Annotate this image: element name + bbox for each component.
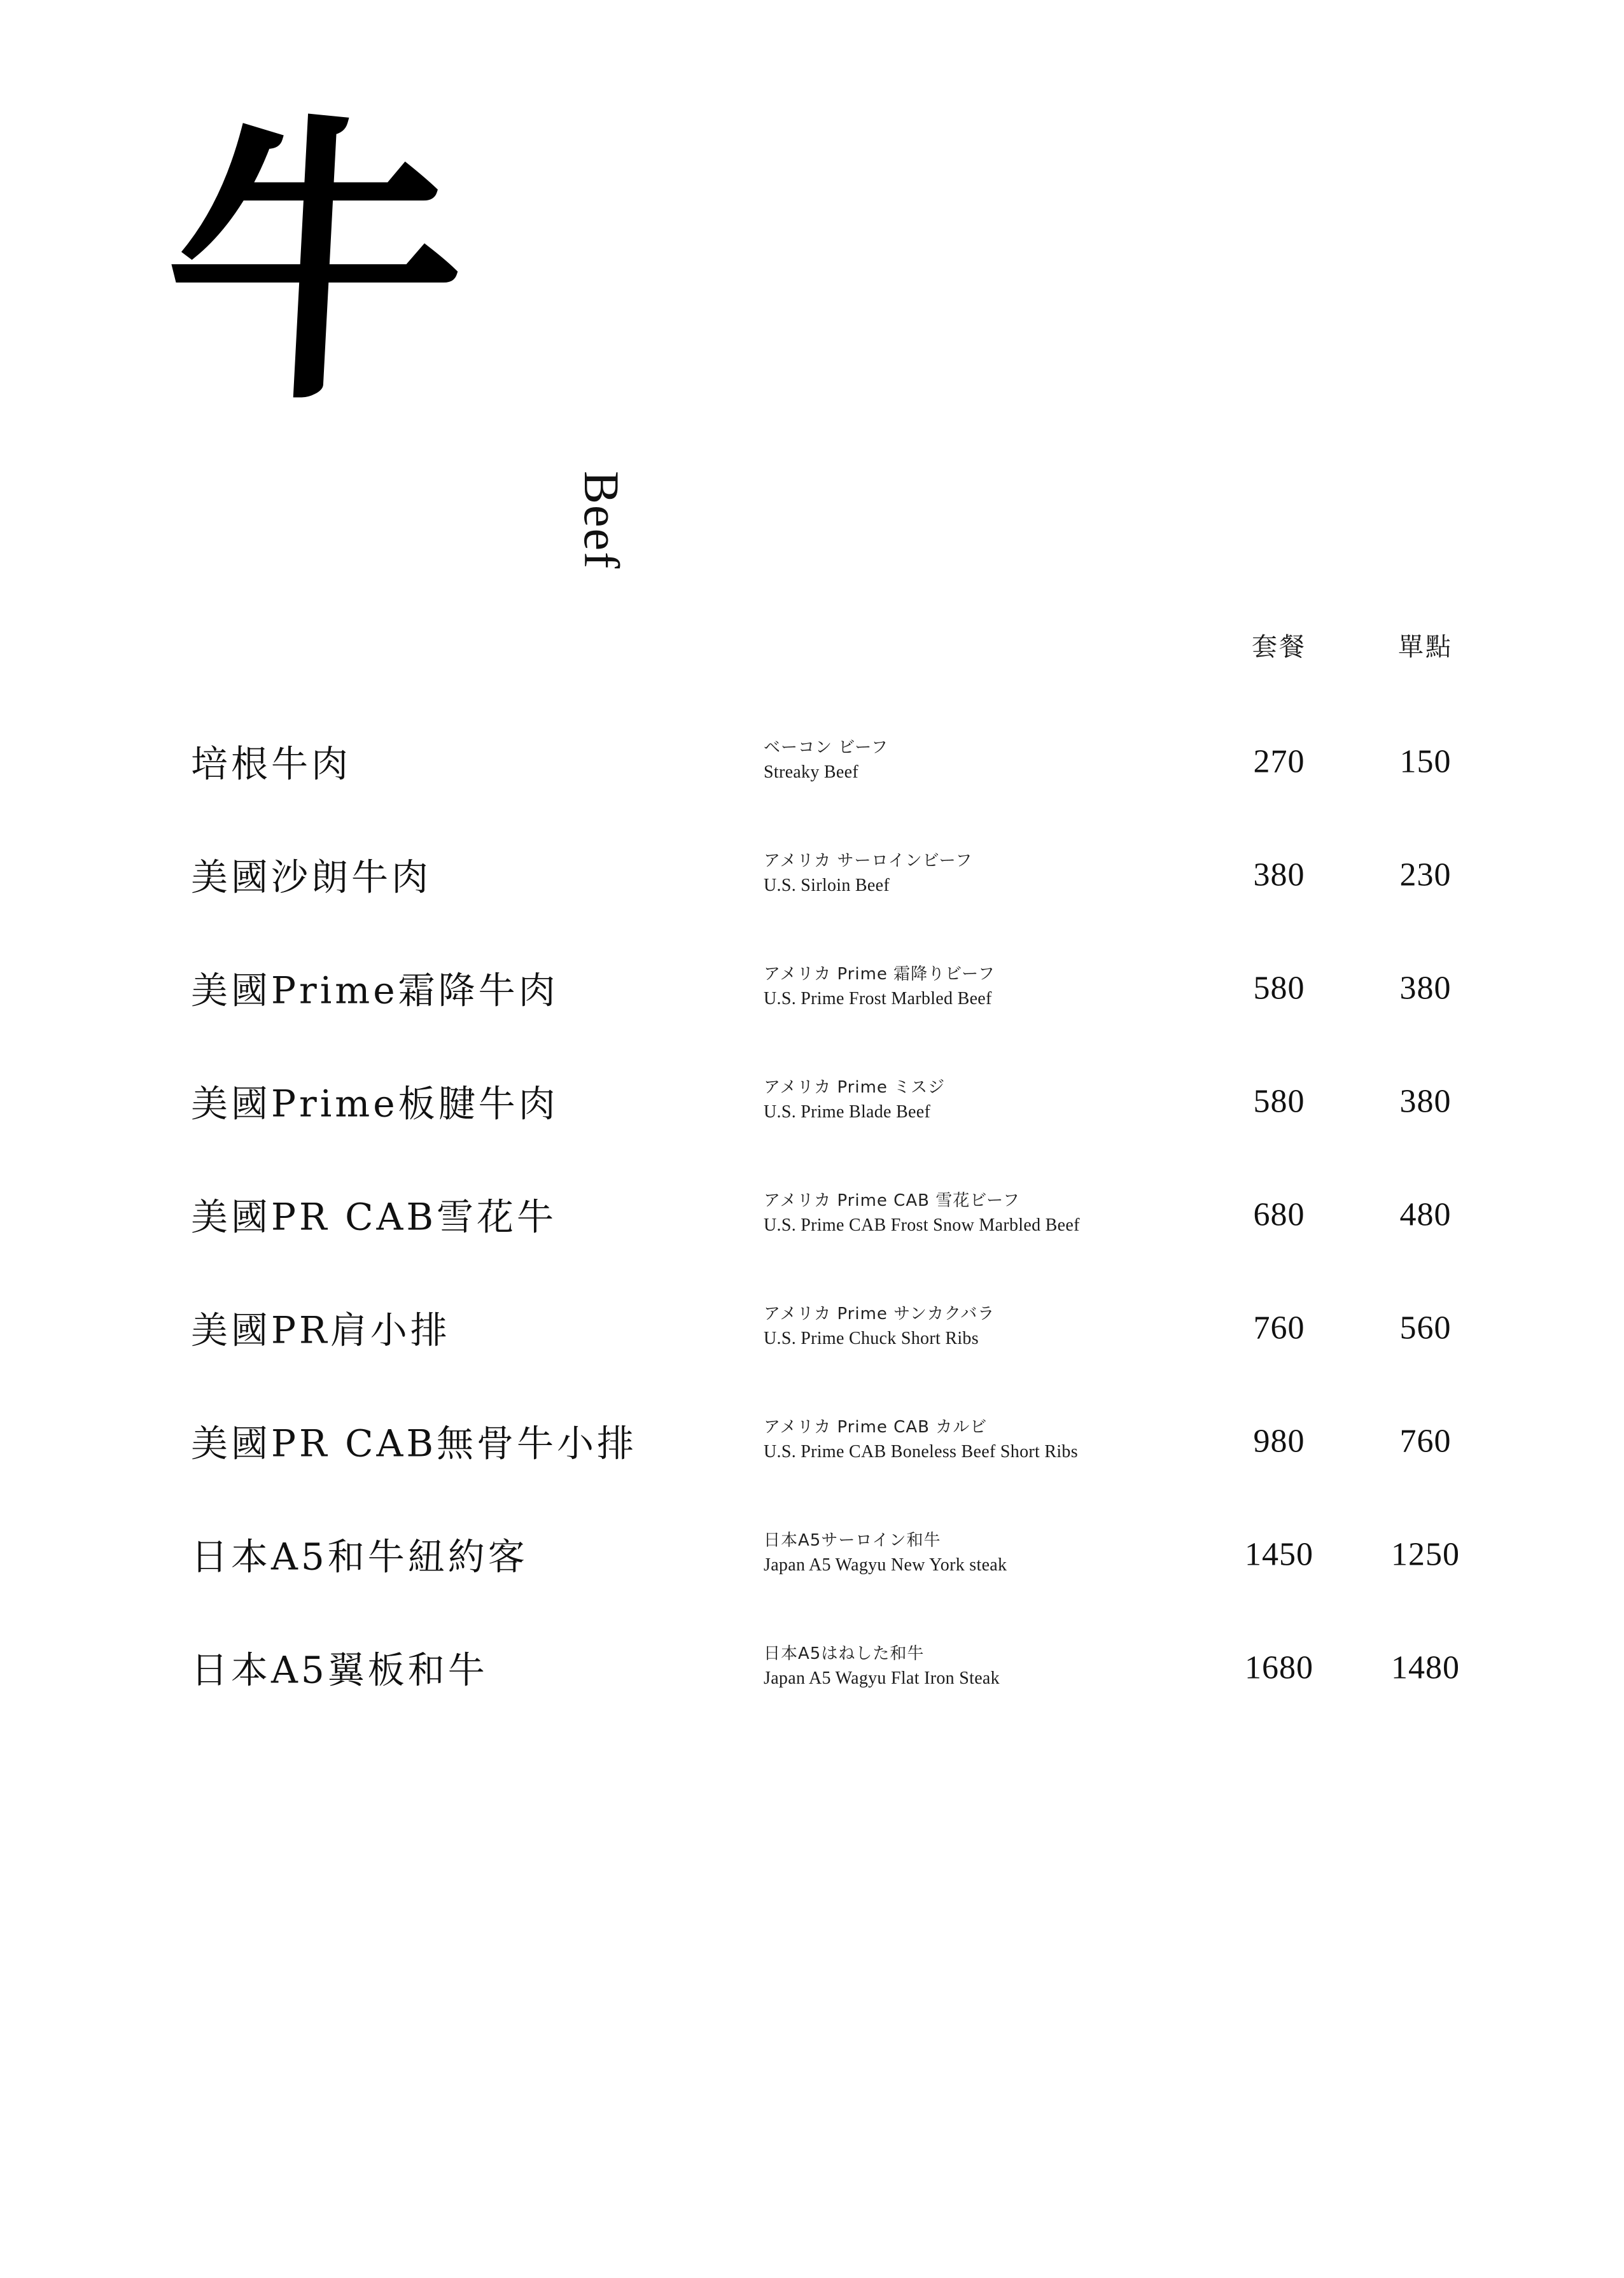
menu-item-name-zh: 美國沙朗牛肉 (191, 855, 432, 899)
menu-item-name-zh: 美國Prime板腱牛肉 (191, 1082, 559, 1126)
menu-item-price-single: 760 (1399, 1423, 1452, 1460)
menu-item-subtitle (764, 1642, 1184, 1691)
page-header (156, 88, 675, 570)
menu-item-name-en: U.S. Prime Chuck Short Ribs (764, 1329, 979, 1349)
menu-item-name-en: U.S. Prime CAB Frost Snow Marbled Beef (764, 1215, 1080, 1236)
menu-item-name-en: Japan A5 Wagyu Flat Iron Steak (764, 1668, 1000, 1689)
menu-item-row (0, 818, 1624, 932)
menu-item-name-zh: 美國PR CAB無骨牛小排 (191, 1422, 638, 1465)
menu-item-price-set: 980 (1253, 1423, 1305, 1460)
menu-item-row (0, 705, 1624, 818)
menu-item-price-set: 270 (1253, 743, 1305, 780)
column-header-single: 單點 (1398, 632, 1453, 662)
menu-item-name-en: U.S. Prime Frost Marbled Beef (764, 989, 992, 1009)
menu-item-name-ja: 日本A5はねした和牛 (764, 1644, 925, 1664)
menu-item-subtitle (764, 1416, 1184, 1465)
menu-item-name-zh: 美國Prime霜降牛肉 (191, 968, 559, 1012)
menu-item-name-zh: 日本A5和牛紐約客 (191, 1535, 528, 1579)
column-header-set: 套餐 (1252, 632, 1306, 662)
menu-item-row (0, 1498, 1624, 1611)
menu-item-row (0, 1385, 1624, 1498)
menu-item-price-single: 1250 (1391, 1536, 1460, 1573)
menu-item-name-en: U.S. Prime Blade Beef (764, 1102, 931, 1122)
menu-item-price-single: 560 (1399, 1310, 1452, 1346)
menu-item-price-set: 760 (1253, 1310, 1305, 1346)
menu-item-price-set: 1680 (1245, 1649, 1313, 1686)
menu-item-name-ja: アメリカ Prime CAB 雪花ビーフ (764, 1191, 1020, 1211)
menu-item-row (0, 1045, 1624, 1158)
menu-list (0, 705, 1624, 1724)
menu-item-subtitle (764, 1076, 1184, 1125)
menu-item-name-en: U.S. Sirloin Beef (764, 876, 890, 896)
menu-item-name-ja: ベーコン ビーフ (764, 738, 888, 758)
menu-item-name-ja: アメリカ Prime 霜降りビーフ (764, 965, 995, 984)
menu-item-row (0, 932, 1624, 1045)
menu-item-price-single: 380 (1399, 970, 1452, 1007)
menu-item-subtitle (764, 963, 1184, 1012)
menu-item-row (0, 1158, 1624, 1271)
menu-item-price-set: 380 (1253, 856, 1305, 893)
menu-item-subtitle (764, 1189, 1184, 1238)
menu-item-name-zh: 培根牛肉 (191, 742, 352, 786)
menu-item-price-single: 150 (1399, 743, 1452, 780)
menu-item-name-en: Japan A5 Wagyu New York steak (764, 1555, 1007, 1576)
menu-item-subtitle (764, 849, 1184, 898)
menu-item-name-ja: 日本A5サーロイン和牛 (764, 1531, 941, 1551)
menu-item-subtitle (764, 1529, 1184, 1578)
menu-item-price-single: 480 (1399, 1196, 1452, 1233)
menu-item-subtitle (764, 736, 1184, 785)
menu-item-price-single: 230 (1399, 856, 1452, 893)
brush-title-latin: Beef (574, 471, 629, 570)
menu-item-price-single: 1480 (1391, 1649, 1460, 1686)
column-headers (0, 627, 1624, 665)
menu-item-price-set: 580 (1253, 1083, 1305, 1120)
menu-item-row (0, 1271, 1624, 1385)
menu-item-price-set: 580 (1253, 970, 1305, 1007)
menu-item-name-ja: アメリカ Prime CAB カルビ (764, 1418, 988, 1437)
menu-item-row (0, 1611, 1624, 1724)
menu-item-name-en: U.S. Prime CAB Boneless Beef Short Ribs (764, 1442, 1078, 1462)
menu-item-name-zh: 美國PR CAB雪花牛 (191, 1195, 557, 1239)
menu-item-subtitle (764, 1303, 1184, 1352)
brush-title-character: 牛 (156, 88, 474, 440)
menu-item-name-zh: 日本A5翼板和牛 (191, 1648, 488, 1692)
menu-item-name-zh: 美國PR肩小排 (191, 1308, 451, 1352)
menu-item-name-ja: アメリカ Prime ミスジ (764, 1078, 946, 1098)
menu-item-price-single: 380 (1399, 1083, 1452, 1120)
menu-item-name-ja: アメリカ Prime サンカクバラ (764, 1304, 995, 1324)
menu-item-name-en: Streaky Beef (764, 762, 858, 783)
menu-item-price-set: 1450 (1245, 1536, 1313, 1573)
menu-item-name-ja: アメリカ サーロインビーフ (764, 851, 973, 871)
menu-item-price-set: 680 (1253, 1196, 1305, 1233)
